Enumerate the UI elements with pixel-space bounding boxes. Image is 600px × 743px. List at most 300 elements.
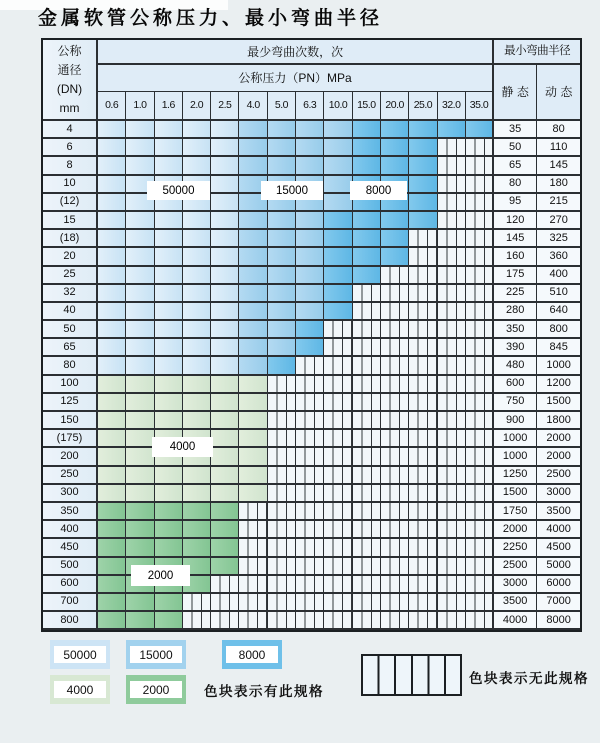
spec-cell: [409, 303, 437, 321]
spec-cell: [353, 448, 381, 466]
spec-cell: [324, 339, 352, 357]
spec-cell: [438, 539, 466, 557]
spec-cell: [211, 558, 239, 576]
spec-cell: [183, 376, 211, 394]
spec-cell: [239, 576, 267, 594]
static-radius-cell: 480: [494, 357, 537, 375]
dynamic-radius-cell: 6000: [537, 576, 580, 594]
spec-cell: [155, 230, 183, 248]
dynamic-column-header: 动 态: [537, 65, 580, 121]
spec-cell: [183, 303, 211, 321]
spec-cell: [324, 230, 352, 248]
spec-cell: [296, 612, 324, 630]
spec-cell: [211, 357, 239, 375]
spec-cell: [98, 139, 126, 157]
spec-cell: [438, 521, 466, 539]
static-radius-cell: 1250: [494, 467, 537, 485]
spec-cell: [211, 430, 239, 448]
legend-has-spec-text: 色块表示有此规格: [204, 684, 324, 699]
spec-cell: [438, 503, 466, 521]
spec-cell: [409, 467, 437, 485]
spec-cell: [268, 394, 296, 412]
spec-cell: [353, 521, 381, 539]
spec-cell: [126, 267, 154, 285]
spec-cell: [438, 248, 466, 266]
spec-cell: [98, 503, 126, 521]
spec-cell: [183, 594, 211, 612]
legend-swatch-4000: [50, 675, 110, 704]
spec-cell: [98, 558, 126, 576]
spec-cell: [155, 521, 183, 539]
spec-cell: [239, 139, 267, 157]
spec-cell: [239, 448, 267, 466]
spec-cell: [466, 248, 494, 266]
spec-cell: [296, 321, 324, 339]
dn-cell: (175): [43, 430, 98, 448]
spec-cell: [239, 485, 267, 503]
dynamic-radius-cell: 510: [537, 285, 580, 303]
spec-cell: [296, 121, 324, 139]
spec-cell: [409, 376, 437, 394]
spec-cell: [211, 539, 239, 557]
spec-cell: [381, 248, 409, 266]
spec-cell: [211, 594, 239, 612]
spec-cell: [438, 303, 466, 321]
spec-cell: [296, 157, 324, 175]
spec-cell: [155, 485, 183, 503]
spec-cell: [239, 539, 267, 557]
spec-cell: [409, 485, 437, 503]
spec-cell: [381, 267, 409, 285]
legend-swatch-2000: [126, 675, 186, 704]
spec-cell: [155, 503, 183, 521]
spec-cell: [268, 121, 296, 139]
spec-cell: [98, 521, 126, 539]
spec-cell: [324, 558, 352, 576]
spec-cell: [126, 612, 154, 630]
spec-cell: [211, 521, 239, 539]
spec-cell: [239, 121, 267, 139]
dynamic-radius-cell: 7000: [537, 594, 580, 612]
spec-cell: [126, 303, 154, 321]
spec-cell: [381, 558, 409, 576]
spec-cell: [353, 157, 381, 175]
legend-swatch-15000-label: 15000: [130, 646, 182, 663]
spec-cell: [353, 612, 381, 630]
spec-cell: [98, 194, 126, 212]
dn-cell: 125: [43, 394, 98, 412]
pressure-tick: 25.0: [409, 92, 437, 121]
dn-cell: 50: [43, 321, 98, 339]
spec-cell: [268, 430, 296, 448]
dynamic-radius-cell: 2000: [537, 448, 580, 466]
spec-cell: [324, 376, 352, 394]
spec-cell: [409, 430, 437, 448]
spec-cell: [268, 467, 296, 485]
page-title: 金属软管公称压力、最小弯曲半径: [38, 8, 384, 29]
spec-cell: [466, 376, 494, 394]
static-radius-cell: 95: [494, 194, 537, 212]
spec-cell: [211, 376, 239, 394]
spec-cell: [268, 267, 296, 285]
legend-no-spec-text: 色块表示无此规格: [469, 671, 589, 686]
spec-cell: [296, 212, 324, 230]
dynamic-radius-cell: 3000: [537, 485, 580, 503]
spec-cell: [126, 248, 154, 266]
cycle-chip-8000: 8000: [350, 181, 407, 200]
spec-cell: [381, 285, 409, 303]
static-radius-cell: 1000: [494, 430, 537, 448]
spec-cell: [324, 248, 352, 266]
spec-cell: [126, 430, 154, 448]
spec-cell: [324, 121, 352, 139]
spec-cell: [211, 448, 239, 466]
static-radius-cell: 750: [494, 394, 537, 412]
spec-cell: [381, 321, 409, 339]
dn-cell: 32: [43, 285, 98, 303]
spec-cell: [353, 285, 381, 303]
spec-cell: [98, 121, 126, 139]
spec-cell: [381, 139, 409, 157]
dn-cell: 25: [43, 267, 98, 285]
spec-cell: [381, 430, 409, 448]
spec-cell: [239, 212, 267, 230]
dynamic-radius-cell: 1200: [537, 376, 580, 394]
spec-cell: [409, 212, 437, 230]
cycle-chip-4000: 4000: [152, 437, 213, 457]
spec-cell: [126, 485, 154, 503]
spec-cell: [98, 321, 126, 339]
spec-cell: [155, 321, 183, 339]
dn-cell: 300: [43, 485, 98, 503]
pressure-tick: 5.0: [268, 92, 296, 121]
spec-cell: [296, 376, 324, 394]
spec-cell: [353, 248, 381, 266]
spec-cell: [409, 357, 437, 375]
spec-cell: [211, 303, 239, 321]
cycle-chip-2000: 2000: [131, 565, 190, 586]
spec-cell: [353, 485, 381, 503]
spec-cell: [268, 448, 296, 466]
spec-cell: [211, 394, 239, 412]
spec-cell: [409, 576, 437, 594]
spec-cell: [239, 230, 267, 248]
spec-cell: [183, 248, 211, 266]
spec-cell: [438, 612, 466, 630]
pressure-tick: 2.5: [211, 92, 239, 121]
pressure-tick: 35.0: [466, 92, 494, 121]
spec-cell: [296, 285, 324, 303]
spec-cell: [211, 321, 239, 339]
spec-cell: [381, 485, 409, 503]
spec-cell: [466, 176, 494, 194]
spec-cell: [381, 612, 409, 630]
static-radius-cell: 1000: [494, 448, 537, 466]
spec-cell: [239, 357, 267, 375]
spec-cell: [239, 412, 267, 430]
pressure-tick: 20.0: [381, 92, 409, 121]
dn-cell: 15: [43, 212, 98, 230]
spec-cell: [409, 139, 437, 157]
spec-cell: [438, 412, 466, 430]
spec-cell: [268, 612, 296, 630]
spec-cell: [268, 248, 296, 266]
spec-cell: [126, 212, 154, 230]
legend-swatch-8000: [222, 640, 282, 669]
spec-cell: [155, 539, 183, 557]
spec-cell: [324, 448, 352, 466]
spec-cell: [183, 539, 211, 557]
static-radius-cell: 160: [494, 248, 537, 266]
spec-cell: [126, 121, 154, 139]
spec-cell: [353, 339, 381, 357]
dynamic-radius-cell: 4000: [537, 521, 580, 539]
spec-cell: [409, 448, 437, 466]
pressure-tick: 32.0: [438, 92, 466, 121]
spec-cell: [155, 357, 183, 375]
spec-cell: [466, 267, 494, 285]
dynamic-radius-cell: 270: [537, 212, 580, 230]
spec-cell: [296, 521, 324, 539]
spec-cell: [183, 339, 211, 357]
spec-cell: [98, 448, 126, 466]
spec-cell: [98, 576, 126, 594]
spec-cell: [438, 121, 466, 139]
spec-cell: [324, 594, 352, 612]
spec-cell: [155, 612, 183, 630]
spec-cell: [268, 339, 296, 357]
spec-cell: [239, 285, 267, 303]
static-radius-cell: 600: [494, 376, 537, 394]
static-radius-cell: 2250: [494, 539, 537, 557]
spec-cell: [324, 212, 352, 230]
pressure-tick: 4.0: [239, 92, 267, 121]
spec-cell: [268, 212, 296, 230]
spec-cell: [268, 576, 296, 594]
dynamic-radius-cell: 180: [537, 176, 580, 194]
spec-cell: [155, 267, 183, 285]
spec-cell: [438, 576, 466, 594]
spec-cell: [183, 121, 211, 139]
spec-cell: [296, 267, 324, 285]
spec-cell: [239, 376, 267, 394]
spec-cell: [239, 467, 267, 485]
spec-cell: [353, 394, 381, 412]
spec-cell: [381, 303, 409, 321]
spec-cell: [268, 412, 296, 430]
static-radius-cell: 2500: [494, 558, 537, 576]
spec-cell: [296, 503, 324, 521]
spec-cell: [438, 176, 466, 194]
static-radius-cell: 2000: [494, 521, 537, 539]
spec-cell: [409, 394, 437, 412]
spec-cell: [183, 394, 211, 412]
dn-cell: 600: [43, 576, 98, 594]
spec-cell: [239, 303, 267, 321]
spec-cell: [211, 194, 239, 212]
spec-cell: [296, 576, 324, 594]
spec-cell: [183, 612, 211, 630]
spec-cell: [381, 230, 409, 248]
spec-cell: [126, 394, 154, 412]
spec-cell: [211, 121, 239, 139]
dn-cell: 800: [43, 612, 98, 630]
spec-cell: [409, 157, 437, 175]
spec-cell: [296, 430, 324, 448]
spec-cell: [381, 412, 409, 430]
pressure-tick: 0.6: [98, 92, 126, 121]
spec-cell: [409, 176, 437, 194]
spec-cell: [466, 594, 494, 612]
spec-cell: [409, 521, 437, 539]
spec-cell: [183, 267, 211, 285]
static-radius-cell: 4000: [494, 612, 537, 630]
spec-cell: [324, 412, 352, 430]
static-radius-cell: 3000: [494, 576, 537, 594]
spec-cell: [98, 430, 126, 448]
spec-cell: [409, 230, 437, 248]
spec-cell: [155, 157, 183, 175]
spec-cell: [296, 539, 324, 557]
dn-cell: 200: [43, 448, 98, 466]
spec-cell: [126, 139, 154, 157]
dn-cell: 400: [43, 521, 98, 539]
spec-cell: [381, 448, 409, 466]
spec-cell: [155, 212, 183, 230]
spec-cell: [211, 230, 239, 248]
spec-cell: [438, 285, 466, 303]
spec-cell: [466, 612, 494, 630]
spec-cell: [183, 412, 211, 430]
spec-cell: [268, 303, 296, 321]
dn-cell: 20: [43, 248, 98, 266]
spec-cell: [126, 503, 154, 521]
spec-cell: [126, 157, 154, 175]
spec-cell: [296, 394, 324, 412]
static-radius-cell: 175: [494, 267, 537, 285]
spec-cell: [268, 139, 296, 157]
spec-cell: [324, 194, 352, 212]
spec-cell: [296, 594, 324, 612]
dynamic-radius-cell: 360: [537, 248, 580, 266]
spec-cell: [381, 394, 409, 412]
dn-cell: 150: [43, 412, 98, 430]
spec-cell: [155, 121, 183, 139]
spec-cell: [126, 412, 154, 430]
spec-cell: [268, 485, 296, 503]
dynamic-radius-cell: 800: [537, 321, 580, 339]
spec-cell: [155, 285, 183, 303]
spec-cell: [268, 157, 296, 175]
spec-cell: [409, 503, 437, 521]
spec-cell: [126, 521, 154, 539]
spec-table: [41, 38, 582, 632]
spec-cell: [353, 321, 381, 339]
spec-cell: [438, 376, 466, 394]
spec-cell: [409, 594, 437, 612]
spec-cell: [211, 267, 239, 285]
spec-cell: [211, 485, 239, 503]
spec-cell: [211, 467, 239, 485]
spec-cell: [466, 521, 494, 539]
spec-cell: [98, 157, 126, 175]
spec-cell: [296, 467, 324, 485]
dynamic-radius-cell: 1000: [537, 357, 580, 375]
spec-cell: [98, 485, 126, 503]
static-radius-cell: 225: [494, 285, 537, 303]
spec-cell: [183, 285, 211, 303]
spec-cell: [353, 267, 381, 285]
spec-cell: [381, 121, 409, 139]
spec-cell: [268, 558, 296, 576]
spec-cell: [438, 212, 466, 230]
spec-cell: [268, 376, 296, 394]
spec-cell: [211, 212, 239, 230]
spec-cell: [409, 321, 437, 339]
spec-cell: [183, 157, 211, 175]
spec-cell: [155, 376, 183, 394]
pressure-tick: 1.6: [155, 92, 183, 121]
spec-cell: [98, 376, 126, 394]
spec-cell: [353, 357, 381, 375]
spec-cell: [183, 503, 211, 521]
spec-cell: [126, 230, 154, 248]
spec-cell: [98, 412, 126, 430]
spec-cell: [211, 139, 239, 157]
legend-swatch-8000-label: 8000: [226, 646, 278, 663]
spec-cell: [466, 394, 494, 412]
spec-cell: [381, 357, 409, 375]
corner-line-1: 公称: [57, 43, 82, 58]
spec-cell: [353, 121, 381, 139]
dn-cell: 40: [43, 303, 98, 321]
dynamic-radius-cell: 2500: [537, 467, 580, 485]
corner-line-3: (DN): [56, 81, 83, 96]
spec-cell: [409, 612, 437, 630]
spec-cell: [126, 357, 154, 375]
spec-cell: [239, 394, 267, 412]
dynamic-radius-cell: 110: [537, 139, 580, 157]
dynamic-radius-cell: 4500: [537, 539, 580, 557]
spec-cell: [466, 230, 494, 248]
spec-cell: [409, 412, 437, 430]
spec-cell: [466, 467, 494, 485]
spec-cell: [438, 139, 466, 157]
corner-line-4: mm: [59, 100, 80, 115]
static-radius-cell: 3500: [494, 594, 537, 612]
legend-swatch-50000-label: 50000: [54, 646, 106, 663]
legend-swatch-2000-label: 2000: [130, 681, 182, 698]
spec-cell: [268, 594, 296, 612]
spec-cell: [409, 248, 437, 266]
spec-cell: [466, 412, 494, 430]
spec-cell: [183, 321, 211, 339]
spec-cell: [268, 539, 296, 557]
spec-cell: [98, 176, 126, 194]
dynamic-radius-cell: 1800: [537, 412, 580, 430]
spec-cell: [98, 339, 126, 357]
dynamic-radius-cell: 2000: [537, 430, 580, 448]
spec-cell: [324, 357, 352, 375]
pressure-header: 公称压力（PN）MPa: [98, 65, 494, 92]
spec-cell: [211, 339, 239, 357]
spec-cell: [98, 303, 126, 321]
spec-cell: [126, 448, 154, 466]
spec-cell: [211, 248, 239, 266]
spec-cell: [268, 503, 296, 521]
dn-cell: 100: [43, 376, 98, 394]
spec-cell: [155, 594, 183, 612]
